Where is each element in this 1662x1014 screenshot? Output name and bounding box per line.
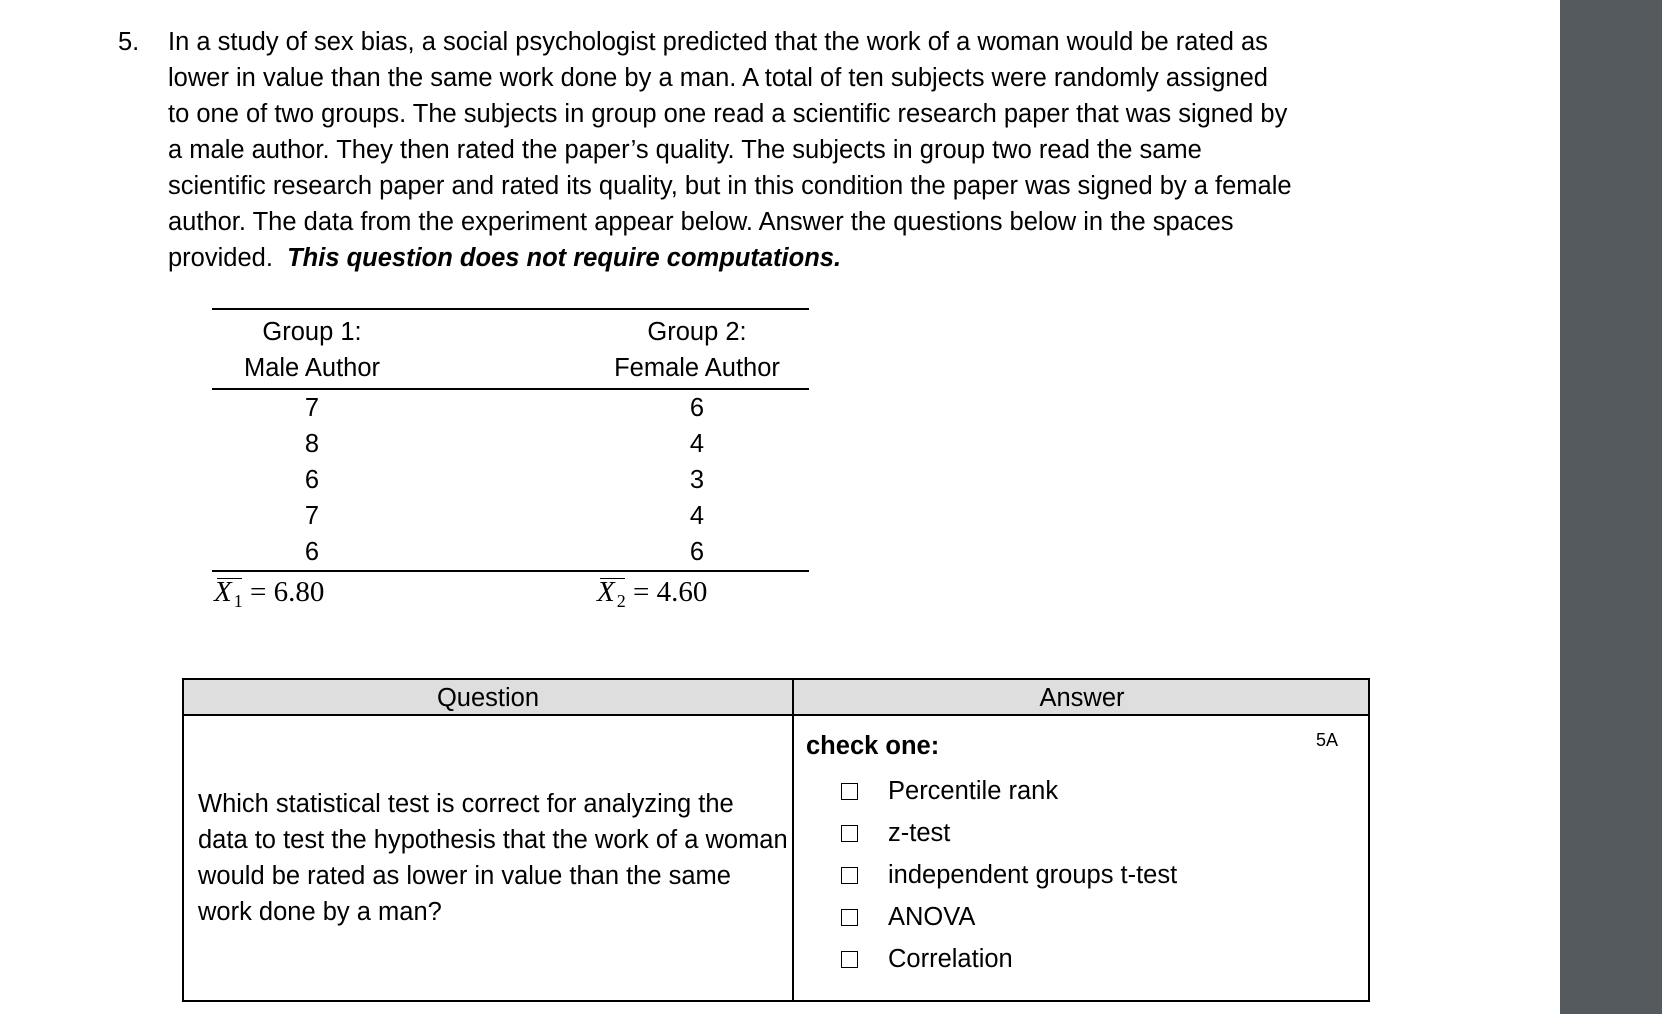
question-line: to one of two groups. The subjects in group one read a scientific research paper that was signed by (168, 100, 1288, 128)
option-percentile-rank[interactable] (806, 770, 1058, 812)
question-answer-table (182, 678, 1370, 1002)
option-independent-groups-t-test[interactable] (806, 854, 1177, 896)
group1-header (212, 314, 412, 386)
option-label: Correlation (888, 945, 1013, 973)
checkbox[interactable] (841, 783, 858, 800)
checkbox[interactable] (841, 951, 858, 968)
mean-symbol: X $_1$ (214, 574, 243, 619)
table-cell: 6 (689, 538, 705, 566)
group2-values (587, 390, 807, 570)
table-cell: 6 (304, 466, 320, 494)
question-text (168, 24, 1488, 276)
table-cell: 4 (689, 430, 705, 458)
viewer-side-panel (1560, 0, 1662, 1014)
table-cell: 6 (304, 538, 320, 566)
table-cell: 8 (304, 430, 320, 458)
question-line: lower in value than the same work done by a man. A total of ten subjects were randomly assigned (168, 64, 1268, 92)
checkbox[interactable] (841, 909, 858, 926)
option-anova[interactable] (806, 896, 975, 938)
table-cell: 3 (689, 466, 705, 494)
qa-question-text: Which statistical test is correct for analyzing the data to test the hypothesis that the work of a woman would be rated as lower in value than the same work done by a man? (198, 790, 788, 926)
checkbox[interactable] (841, 867, 858, 884)
option-label: ANOVA (888, 903, 976, 931)
table-cell: 7 (304, 502, 320, 530)
question-code: 5A (1315, 730, 1338, 750)
column-divider (792, 680, 794, 1000)
question-line-start: provided. (168, 244, 288, 272)
question-line: a male author. They then rated the paper’s quality. The subjects in group two read the same (168, 136, 1202, 164)
no-computation-note: This question does not require computations. (287, 244, 842, 272)
answer-options (806, 728, 1366, 973)
option-label: z-test (888, 819, 951, 847)
table-cell: 7 (304, 394, 320, 422)
question-line: scientific research paper and rated its quality, but in this condition the paper was signed by a female (168, 172, 1292, 200)
question-number: 5. (118, 28, 140, 56)
option-z-test[interactable] (806, 812, 950, 854)
check-one-label: check one: (806, 732, 940, 760)
mean-symbol: X $_2$ (597, 574, 626, 619)
group1-mean-value: = 6.80 (242, 576, 325, 608)
checkbox[interactable] (841, 825, 858, 842)
option-label: independent groups t-test (888, 861, 1178, 889)
group2-mean-value: = 4.60 (625, 576, 708, 608)
group2-mean (597, 574, 707, 619)
group1-values (212, 390, 412, 570)
option-correlation[interactable] (806, 938, 1013, 980)
group1-header-line2: Male Author (243, 354, 381, 382)
question-line: In a study of sex bias, a social psychologist predicted that the work of a woman would be rated as (168, 28, 1268, 56)
table-top-rule (212, 308, 809, 310)
bottom-rule (212, 570, 809, 572)
group1-header-line1: Group 1: (262, 318, 362, 346)
group1-mean (214, 574, 324, 619)
group2-header-line1: Group 2: (647, 318, 747, 346)
group2-header-line2: Female Author (614, 354, 780, 382)
table-cell: 4 (689, 502, 705, 530)
answer-column-header: Answer (1039, 684, 1125, 712)
option-label: Percentile rank (888, 777, 1059, 805)
table-cell: 6 (689, 394, 705, 422)
group2-header (587, 314, 807, 386)
question-column-header: Question (436, 684, 540, 712)
question-line: author. The data from the experiment appear below. Answer the questions below in the spaces (168, 208, 1234, 236)
question-line-last (168, 240, 1488, 276)
